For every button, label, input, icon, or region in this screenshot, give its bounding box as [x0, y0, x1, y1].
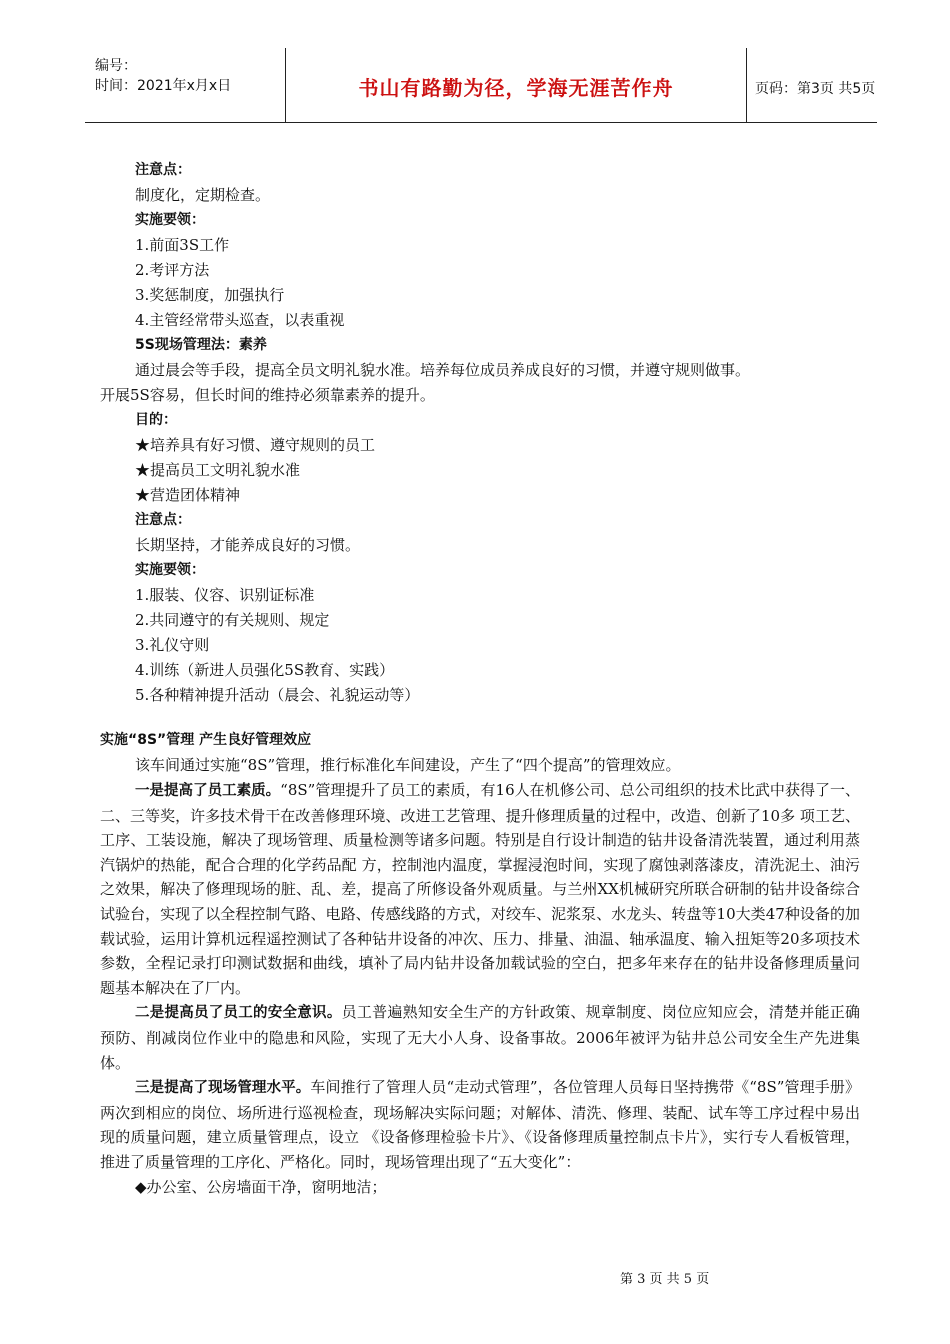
list-item: 1.前面3S工作	[135, 236, 230, 254]
header-meta	[95, 56, 231, 96]
page-header	[85, 48, 877, 123]
sec2-title: 5S现场管理法：素养	[135, 337, 267, 353]
article-intro: 该车间通过实施“8S”管理，推行标准化车间建设，产生了“四个提高”的管理效应。	[135, 756, 681, 774]
page-footer: 第 3 页 共 5 页	[620, 1272, 710, 1287]
paragraph-body: 员工普遍熟知安全生产的方针政策、规章制度、岗位应知应会，清楚并能正确预防、削减岗位作业中的隐患和风险，实现了无大小人身、设备事故。2006年被评为钻井总公司安全生产先进集体。	[100, 1003, 860, 1072]
list-item: 4.主管经常带头巡查，以表重视	[135, 311, 345, 329]
list-item: 4.训练（新进人员强化5S教育、实践）	[135, 661, 395, 679]
header-page-info: 页码：第3页 共5页	[755, 81, 876, 97]
list-item: 2.考评方法	[135, 261, 210, 279]
paragraph-site-management	[100, 1075, 860, 1174]
paragraph-lead: 一是提高了员工素质。	[135, 783, 281, 799]
sec2-attention-text: 长期坚持，才能养成良好的习惯。	[135, 536, 361, 554]
paragraph-body: 车间推行了管理人员“走动式管理”，各位管理人员每日坚持携带《“8S”管理手册》两次到相应的岗位、场所进行巡视检查，现场解决实际问题；对解体、清洗、修理、装配、试车等工序过程中易出现的质量问题，建立质量管理点，设立 《设备修理检验卡片》、《设备修理质量控制点卡片》，实行专人看板管理，推进了质量管理的工序化、严格化。同时，现场管理出现了“五大变化”：	[100, 1078, 860, 1171]
sec2-purpose-label: 目的：	[135, 412, 177, 428]
sec1-attention-text: 制度化，定期检查。	[135, 186, 271, 204]
paragraph-body: “8S”管理提升了员工的素质，有16人在机修公司、总公司组织的技术比武中获得了一、二、三等奖，许多技术骨干在改善修理环境、改进工艺管理、提升修理质量的过程中，改造、创新了10多 项工艺、工序、工装设施，解决了现场管理、质量检测等诸多问题。特别是自行设计制造的钻井设备清洗装置，通过利用蒸汽锅炉的热能，配合合理的化学药品配 方，控制池内温度，掌握浸泡时间，实现了腐蚀剥落漆皮，清洗泥土、油污之效果，解决了修理现场的脏、乱、差，提高了所修设备外观质量。与兰州XX机械研究所联合研制的钻井设备综合试验台，实现了以全程控制气路、电路、传感线路的方式，对绞车、泥浆泵、水龙头、转盘等10大类47种设备的加载试验，运用计算机远程遥控测试了各种钻井设备的冲次、压力、排量、油温、轴承温度、输入扭矩等20多项技术参数，全程记录打印测试数据和曲线，填补了局内钻井设备加载试验的空白，把多年来存在的钻井设备修理质量问题基本解决在了厂内。	[100, 781, 861, 997]
sec1-impl-label: 实施要领：	[135, 212, 205, 228]
header-motto-box	[285, 48, 747, 122]
paragraph-safety	[100, 1000, 860, 1075]
header-motto: 书山有路勤为径，学海无涯苦作舟	[358, 76, 674, 100]
time-line: 时间：2021年x月x日	[95, 78, 232, 94]
sec2-intro-line1: 通过晨会等手段，提高全员文明礼貌水准。培养每位成员养成良好的习惯，并遵守规则做事。	[135, 361, 751, 379]
list-item: 5.各种精神提升活动（晨会、礼貌运动等）	[135, 686, 420, 704]
paragraph-lead: 三是提高了现场管理水平。	[135, 1080, 311, 1097]
paragraph-staff-quality	[100, 778, 860, 1000]
sec2-intro-line2: 开展5S容易，但长时间的维持必须靠素养的提升。	[100, 386, 435, 404]
list-item: 2.共同遵守的有关规则、规定	[135, 611, 330, 629]
purpose-item: ★营造团体精神	[135, 486, 241, 504]
sec2-impl-label: 实施要领：	[135, 562, 205, 578]
article-title: 实施“8S”管理 产生良好管理效应	[100, 732, 312, 748]
purpose-item: ★提高员工文明礼貌水准	[135, 461, 301, 479]
document-body	[100, 158, 860, 1200]
list-item: 3.奖惩制度，加强执行	[135, 286, 285, 304]
sec2-attention-label: 注意点：	[135, 512, 191, 528]
number-label: 编号：	[95, 58, 137, 74]
change-item: ◆办公室、公房墙面干净，窗明地洁；	[135, 1177, 387, 1196]
list-item: 3.礼仪守则	[135, 636, 210, 654]
sec1-attention-label: 注意点：	[135, 162, 191, 178]
list-item: 1.服装、仪容、识别证标准	[135, 586, 315, 604]
purpose-item: ★培养具有好习惯、遵守规则的员工	[135, 436, 376, 454]
paragraph-lead: 二是提高员了员工的安全意识。	[135, 1005, 342, 1022]
